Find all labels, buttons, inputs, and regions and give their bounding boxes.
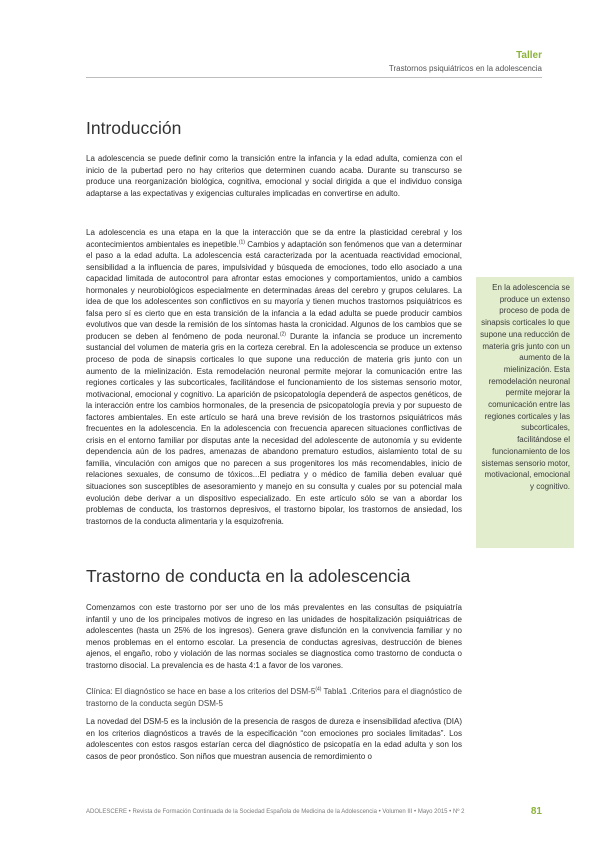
citation-ref-2: (2) bbox=[279, 331, 286, 338]
header-subtitle: Trastornos psiquiátricos en la adolescencia bbox=[388, 64, 542, 73]
paragraph-conduct-1: Comenzamos con este trastorno por ser uno de los más prevalentes en las consultas de psiquiatría infantil y uno de los principales motivos de ingreso en las unidades de hospitalización psiquiátricas de adolescentes (hasta un 25% de los ingresos). Genera grave disfunción en la convivencia familiar y no menos problemas en el entorno escolar. La presencia de conductas agresivas, destrucción de bienes ajenos, el engaño, robo y violación de las normas sociales se diagnostica como trastorno de conducta o trastorno disocial. La prevalencia es de hasta 4:1 a favor de los varones. bbox=[86, 603, 462, 670]
paragraph-intro-2-text-b: Cambios y adaptación son fenómenos que van a determinar el paso a la edad adulta. La adolescencia está caracterizada por la acentuada reactividad emocional, sensibilidad a la influencia de pares, impulsividad y búsqueda de emociones, todo ello asociado a una capacidad limitada de autocontrol para afrontar estas emociones y comportamientos, unido a cambios hormonales y neurobiológicos especialmente en determinadas áreas del cerebro y grupos celulares. La idea de que los adolescentes son conflictivos en su mayoría y tienen muchos trastornos psiquiátricos es falsa pero sí es cierto que en esta transición de la infancia a la edad adulta se puede producir cambios evolutivos que van desde la remisión de los síntomas hasta la cronicidad. Algunos de los cambios que se producen se deben al fenómeno de poda neuronal. bbox=[86, 239, 462, 341]
page-number: 81 bbox=[530, 806, 542, 817]
clinical-note-text-b: Tabla1 .Criterios para el diagnóstico de trastorno de la conducta según DSM-5 bbox=[86, 687, 463, 708]
paragraph-intro-2 bbox=[86, 227, 462, 527]
sidebar-pullquote-text: En la adolescencia se produce un extenso proceso de poda de sinapsis corticales lo que supone una reducción de materia gris junto con un aumento de la mielinización. Esta remodelación neuronal permite mejorar la comunicación entre las regiones corticales y las subcorticales, facilitándose el funcionamiento de los sistemas sensorio motor, motivacional, emocional y cognitivo. bbox=[480, 283, 570, 491]
header-rule bbox=[86, 77, 542, 78]
section-title-conduct-disorder: Trastorno de conducta en la adolescencia bbox=[86, 566, 411, 586]
sidebar-pullquote bbox=[476, 277, 574, 548]
section-title-introduction: Introducción bbox=[86, 118, 182, 138]
header-section-label: Taller bbox=[516, 50, 542, 61]
citation-ref-4: (4) bbox=[315, 686, 322, 693]
paragraph-intro-1: La adolescencia se puede definir como la transición entre la infancia y la edad adulta, comienza con el inicio de la pubertad pero no hay criterios que determinen cuando acaba. Durante su transcurso se produce una reorganización biológica, cognitiva, emocional y social dirigida a que el individuo consiga adaptarse a las expectativas y exigencias culturales implicadas en convertirse en adulto. bbox=[86, 154, 462, 198]
paragraph-clinical-note bbox=[86, 686, 462, 709]
paragraph-intro-2-text-a: La adolescencia es una etapa en la que la interacción que se da entre la plasticidad cerebral y los acontecimientos ambientales es inepetible. bbox=[86, 228, 462, 249]
clinical-note-text-a: Clínica: El diagnóstico se hace en base a los criterios del DSM-5 bbox=[86, 687, 316, 696]
paragraph-intro-2-text-c: Durante la infancia se produce un incremento sustancial del volumen de materia gris en la corteza cerebral. En la adolescencia se produce un extenso proceso de poda de sinapsis corticales lo que supone una reducción de materia gris junto con un aumento de la mielinización. Esta remodelación neuronal permite mejorar la comunicación entre las regiones corticales y las subcorticales, facilitándose el funcionamiento de los sistemas sensorio motor, motivacional, emocional y cognitivo. La aparición de psicopatología dependerá de aspectos genéticos, de la interacción entre los cambios hormonales, de la presencia de psicopatología previa y por supuesto de factores ambientales. En este artículo se hará una breve revisión de los trastornos psiquiátricos más frecuentes en la adolescencia. En la adolescencia con frecuencia aparecen situaciones conflictivas de crisis en el entorno familiar por disputas ante la necesidad del adolescente de autonomía y su evidente dependencia aún de los padres, amenazas de abandono prematuro estudios, aislamiento total de su familia, vinculación con amigos que no parecen a sus progenitores los más recomendables, inicio de relaciones sexuales, de consumo de tóxicos...El pediatra y o médico de familia deben evaluar qué situaciones son susceptibles de asesoramiento y manejo en su consulta y cuales por su potencial mala evolución debe derivar a un dispositivo especializado. En este artículo sólo se van a abordar los problemas de conducta, los trastornos depresivos, el trastorno bipolar, los trastornos de ansiedad, los trastornos de la conducta alimentaria y la esquizofrenia. bbox=[86, 331, 462, 526]
paragraph-conduct-2: La novedad del DSM-5 es la inclusión de la presencia de rasgos de dureza e insensibilidad afectiva (DIA) en los criterios diagnósticos a través de la especificación “con emociones pro sociales limitadas”. Los adolescentes con estos rasgos estarían cerca del diagnóstico de psicopatía en la edad adulta y son los casos de peor pronóstico. Son niños que muestran ausencia de remordimiento o bbox=[86, 717, 462, 761]
citation-ref-1: (1) bbox=[238, 238, 245, 245]
footer-journal-info: ADOLESCERE • Revista de Formación Continuada de la Sociedad Española de Medicina de la Adolescencia • Volumen III • Mayo 2015 • Nº 2 bbox=[86, 809, 465, 815]
